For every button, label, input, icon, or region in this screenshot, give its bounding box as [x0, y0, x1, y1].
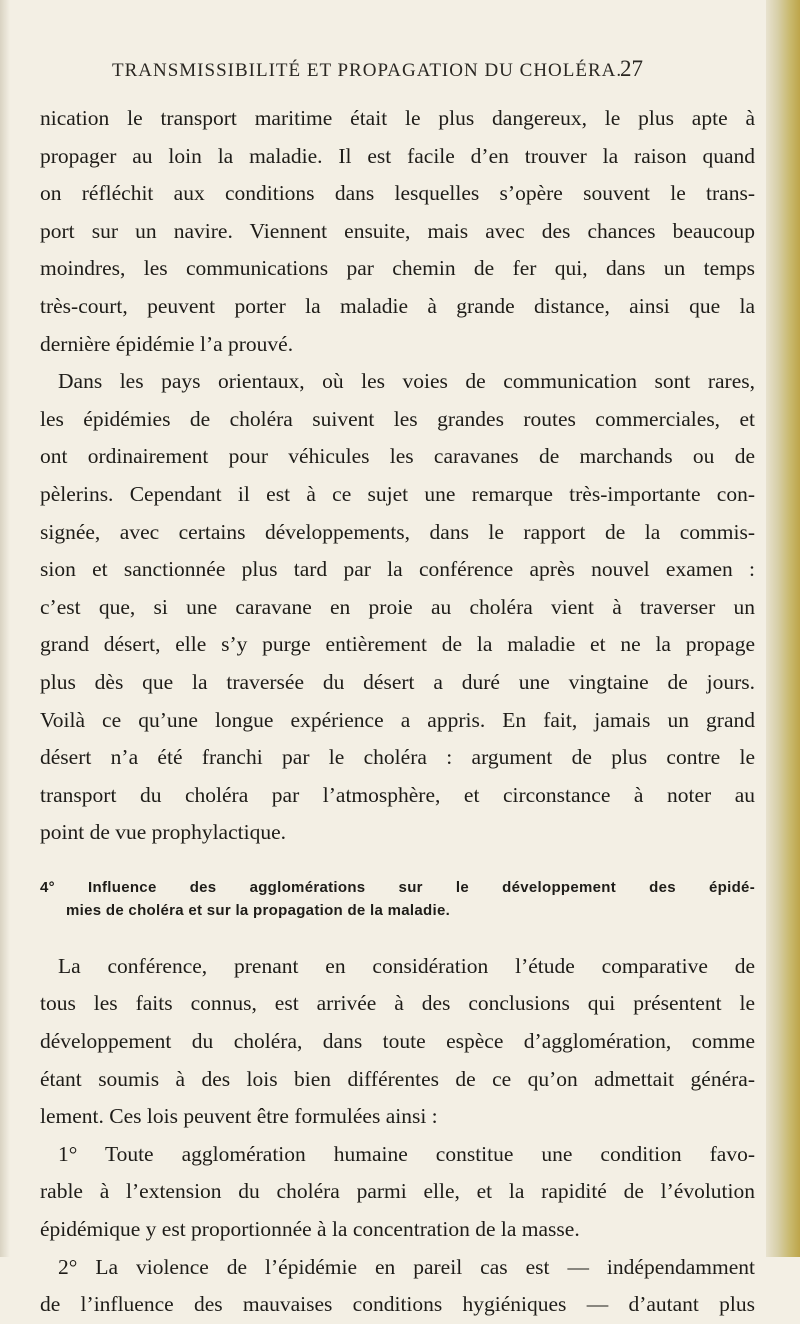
text-line: Dans les pays orientaux, où les voies de communication sont rares, [58, 369, 755, 394]
running-title: TRANSMISSIBILITÉ ET PROPAGATION DU CHOLÉRA. [112, 60, 623, 81]
text-line: très-court, peuvent porter la maladie à grande distance, ainsi que la [40, 293, 755, 318]
body-text [40, 100, 755, 1324]
paragraph-1 [40, 100, 755, 363]
paragraph-4 [40, 1136, 755, 1249]
text-line: 2° La violence de l’épidémie en pareil cas est — indépendamment [58, 1254, 755, 1279]
text-line: point de vue prophylactique. [40, 820, 286, 845]
text-line: pèlerins. Cependant il est à ce sujet une remarque très-importante con- [40, 481, 755, 506]
text-line: Voilà ce qu’une longue expérience a appris. En fait, jamais un grand [40, 707, 755, 732]
text-line: port sur un navire. Viennent ensuite, mais avec des chances beaucoup [40, 218, 755, 243]
paragraph-2 [40, 363, 755, 852]
page-edge-left [0, 0, 10, 1257]
text-line: propager au loin la maladie. Il est facile d’en trouver la raison quand [40, 143, 755, 168]
section-heading [40, 876, 755, 922]
text-line: plus dès que la traversée du désert a duré une vingtaine de jours. [40, 669, 755, 694]
page-header [0, 56, 800, 92]
page-number: 27 [620, 56, 643, 81]
text-line: 1° Toute agglomération humaine constitue une condition favo- [58, 1141, 755, 1166]
text-line: sion et sanctionnée plus tard par la conférence après nouvel examen : [40, 557, 755, 582]
text-line: rable à l’extension du choléra parmi elle, et la rapidité de l’évolution [40, 1179, 755, 1204]
text-line: tous les faits connus, est arrivée à des conclusions qui présentent le [40, 991, 755, 1016]
text-line: transport du choléra par l’atmosphère, et circonstance à noter au [40, 782, 755, 807]
text-line: on réfléchit aux conditions dans lesquelles s’opère souvent le trans- [40, 181, 755, 206]
text-line: de l’influence des mauvaises conditions hygiéniques — d’autant plus [40, 1292, 755, 1317]
paragraph-5 [40, 1249, 755, 1324]
text-line: développement du choléra, dans toute espèce d’agglomération, comme [40, 1029, 755, 1054]
text-line: c’est que, si une caravane en proie au choléra vient à traverser un [40, 594, 755, 619]
text-line: épidémique y est proportionnée à la concentration de la masse. [40, 1217, 580, 1242]
text-line: désert n’a été franchi par le choléra : argument de plus contre le [40, 745, 755, 770]
text-line: grand désert, elle s’y purge entièrement de la maladie et ne la propage [40, 632, 755, 657]
paragraph-3 [40, 948, 755, 1136]
text-line: dernière épidémie l’a prouvé. [40, 331, 294, 356]
text-line: La conférence, prenant en considération l’étude comparative de [58, 953, 755, 978]
text-line: étant soumis à des lois bien différentes de ce qu’on admettait généra- [40, 1066, 755, 1091]
text-line: ont ordinairement pour véhicules les caravanes de marchands ou de [40, 444, 755, 469]
text-line: les épidémies de choléra suivent les grandes routes commerciales, et [40, 406, 755, 431]
text-line: nication le transport maritime était le plus dangereux, le plus apte à [40, 106, 755, 130]
heading-line: mies de choléra et sur la propagation de la maladie. [66, 901, 451, 919]
text-line: moindres, les communications par chemin de fer qui, dans un temps [40, 256, 755, 281]
heading-line: 4° Influence des agglomérations sur le développement des épidé- [40, 878, 755, 896]
text-line: signée, avec certains développements, dans le rapport de la commis- [40, 519, 755, 544]
page-edge-right [766, 0, 800, 1257]
text-line: lement. Ces lois peuvent être formulées ainsi : [40, 1104, 438, 1129]
